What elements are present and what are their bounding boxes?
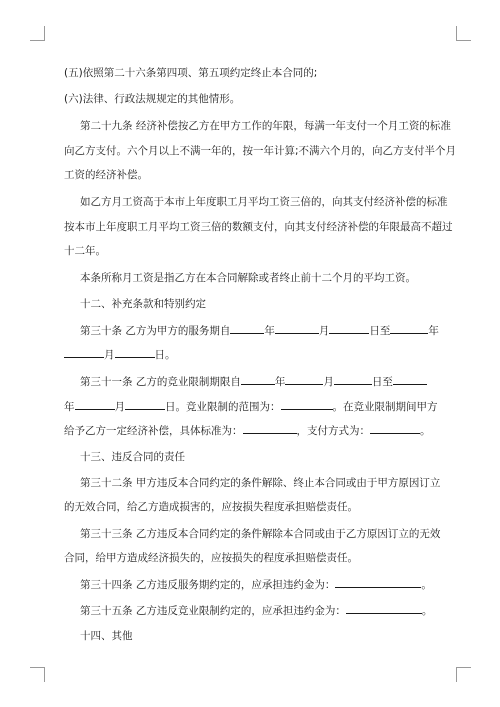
crop-mark-bottom-left bbox=[30, 667, 45, 682]
section-14-heading: 十四、其他 bbox=[80, 630, 133, 642]
article-30-line-2 bbox=[64, 347, 436, 362]
noncompete-end-year-blank[interactable] bbox=[393, 374, 427, 385]
article-30-text: 第三十条 乙方为甲方的服务期自 bbox=[80, 325, 231, 337]
payment-method-blank[interactable] bbox=[370, 423, 420, 434]
article-29-line-2: 向乙方支付。六个月以上不满一年的，按一年计算;不满六个月的，向乙方支付半个月 bbox=[64, 145, 457, 157]
period-mark: 。 bbox=[421, 579, 432, 591]
crop-mark-bottom-right bbox=[456, 667, 471, 682]
article-32-line-2: 的无效合同，给乙方造成损害的，应按损失程度承担赔偿责任。 bbox=[64, 501, 358, 513]
noncompete-start-month-blank[interactable] bbox=[285, 374, 323, 385]
article-33-line-1: 第三十三条 乙方违反本合同约定的条件解除本合同或由于乙方原因订立的无效 bbox=[80, 528, 441, 540]
article-31-text: 第三十一条 乙方的竞业限制期限自 bbox=[80, 376, 241, 388]
noncompete-scope-blank[interactable] bbox=[281, 399, 333, 410]
service-start-year-blank[interactable] bbox=[230, 323, 264, 334]
service-start-day-blank[interactable] bbox=[329, 323, 369, 334]
article-31-line-2 bbox=[64, 399, 436, 414]
section-12-heading: 十二、补充条款和特别约定 bbox=[80, 298, 206, 310]
period-mark: 。 bbox=[420, 425, 431, 437]
year-label: 年 bbox=[64, 401, 75, 413]
wage-cap-line-1: 如乙方月工资高于本市上年度职工月平均工资三倍的，向其支付经济补偿的标准 bbox=[80, 196, 448, 208]
month-label: 月 bbox=[104, 349, 115, 361]
payment-method-label: ，支付方式为： bbox=[296, 425, 370, 437]
day-label: 日。 bbox=[154, 349, 176, 361]
section-13-heading: 十三、违反合同的责任 bbox=[80, 451, 185, 463]
year-label: 年 bbox=[264, 325, 275, 337]
compensation-standard-label: 给予乙方一定经济补偿，具体标准为： bbox=[64, 425, 243, 437]
period-mark: 。 bbox=[421, 605, 433, 617]
noncompete-start-year-blank[interactable] bbox=[241, 374, 275, 385]
noncompete-scope-label: 日。竞业限制的范围为： bbox=[165, 401, 281, 413]
day-to-label: 日至 bbox=[369, 325, 391, 337]
article-32-line-1: 第三十二条 甲方违反本合同约定的条件解除、终止本合同或由于甲方原因订立 bbox=[80, 477, 441, 489]
noncompete-penalty-blank[interactable] bbox=[346, 603, 422, 614]
service-end-month-blank[interactable] bbox=[64, 347, 104, 358]
article-33-line-2: 合同，给甲方造成经济损失的，应按损失的程度承担赔偿责任。 bbox=[64, 552, 358, 564]
crop-mark-top-left bbox=[30, 26, 45, 41]
article-34-text: 第三十四条 乙方违反服务期约定的，应承担违约金为： bbox=[80, 579, 336, 591]
year-label: 年 bbox=[274, 376, 286, 388]
compensation-standard-blank[interactable] bbox=[243, 423, 297, 434]
month-label: 月 bbox=[323, 376, 334, 388]
article-29-line-3: 工资的经济补偿。 bbox=[64, 169, 148, 181]
monthly-wage-definition: 本条所称月工资是指乙方在本合同解除或者终止前十二个月的平均工资。 bbox=[80, 272, 416, 284]
article-35-text: 第三十五条 乙方违反竞业限制约定的，应承担违约金为： bbox=[80, 605, 346, 617]
year-label: 年 bbox=[428, 325, 439, 337]
service-start-month-blank[interactable] bbox=[275, 323, 319, 334]
wage-cap-line-3: 十二年。 bbox=[64, 245, 106, 257]
article-35-line bbox=[80, 603, 436, 618]
clause-item-6: (六)法律、行政法规规定的其他情形。 bbox=[64, 93, 241, 105]
wage-cap-line-2: 按本市上年度职工月平均工资三倍的数额支付，向其支付经济补偿的年限最高不超过 bbox=[64, 221, 453, 233]
crop-mark-top-right bbox=[456, 26, 471, 41]
service-penalty-blank[interactable] bbox=[335, 577, 421, 588]
article-30-line-1 bbox=[80, 323, 439, 338]
month-label: 月 bbox=[318, 325, 330, 337]
noncompete-start-day-blank[interactable] bbox=[334, 374, 372, 385]
service-end-day-blank[interactable] bbox=[115, 347, 155, 358]
month-label: 月 bbox=[114, 401, 125, 413]
article-29-line-1: 第二十九条 经济补偿按乙方在甲方工作的年限，每满一年支付一个月工资的标准 bbox=[80, 120, 451, 132]
clause-item-5: (五)依照第二十六条第四项、第五项约定终止本合同的; bbox=[64, 67, 318, 79]
article-31-line-3 bbox=[64, 423, 436, 438]
day-to-label: 日至 bbox=[371, 376, 393, 388]
noncompete-end-day-blank[interactable] bbox=[125, 399, 165, 410]
noncompete-period-text: 。在竞业限制期间甲方 bbox=[332, 401, 438, 413]
article-34-line bbox=[80, 577, 436, 592]
service-end-year-blank[interactable] bbox=[390, 323, 428, 334]
noncompete-end-month-blank[interactable] bbox=[75, 399, 115, 410]
article-31-line-1 bbox=[80, 374, 436, 389]
